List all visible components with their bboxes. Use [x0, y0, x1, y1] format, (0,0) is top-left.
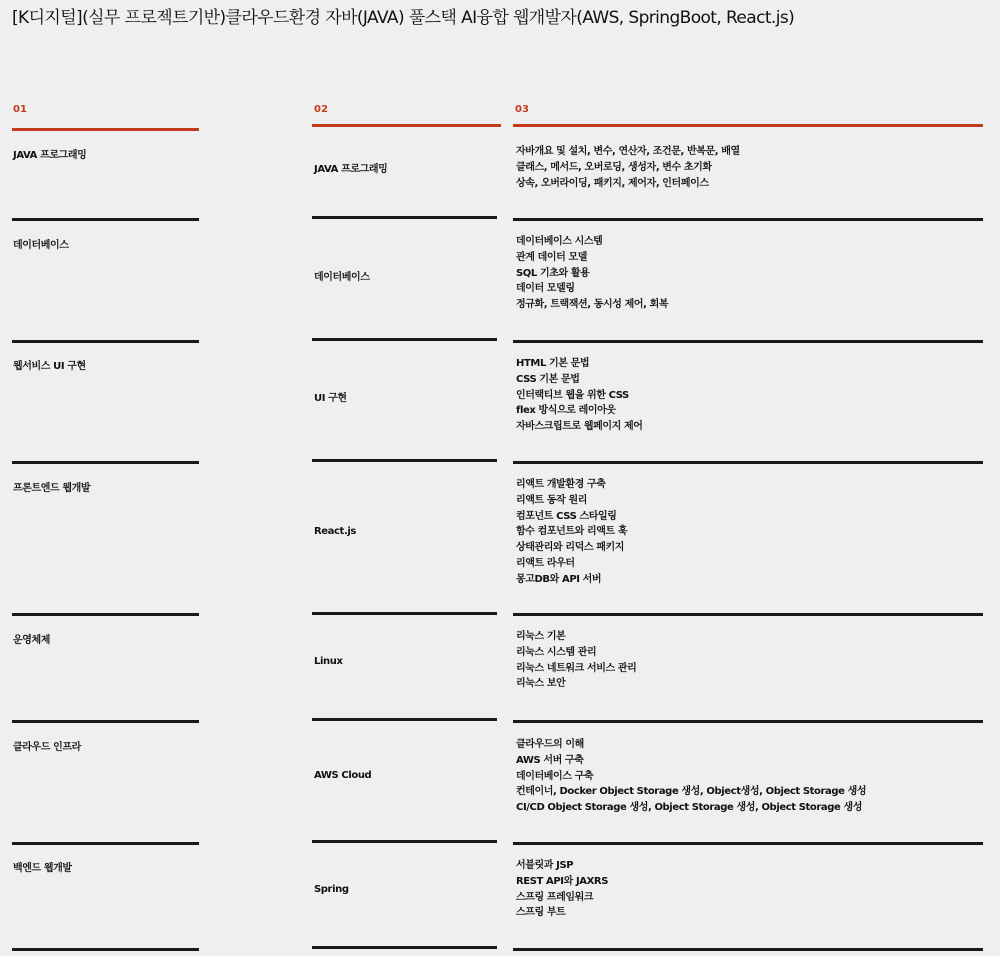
topic-item: 리눅스 시스템 관리	[516, 646, 597, 658]
topic-list	[516, 356, 643, 435]
topic-item: 정규화, 트랙잭션, 동시성 제어, 회복	[516, 299, 669, 311]
row-divider	[12, 613, 199, 616]
category-label: JAVA 프로그래밍	[13, 150, 87, 161]
topic-item: HTML 기본 문법	[516, 358, 590, 369]
topic-item: 서블릿과 JSP	[516, 860, 574, 871]
topic-item: CI/CD Object Storage 생성, Object Storage 생성, Object Storage 생성	[516, 802, 862, 814]
category-label: 클라우드 인프라	[13, 742, 81, 753]
row-divider	[12, 948, 199, 951]
topic-item: 데이터베이스 시스템	[516, 236, 603, 247]
column-header-1: 01	[13, 104, 27, 115]
topic-item: 상속, 오버라이딩, 패키지, 제어자, 인터페이스	[516, 177, 709, 189]
subject-label: AWS Cloud	[314, 770, 372, 781]
topic-item: 함수 컴포넌트와 리액트 훅	[516, 526, 628, 538]
topic-item: 몽고DB와 API 서버	[516, 573, 602, 585]
topic-item: 스프링 프레임워크	[516, 891, 594, 903]
row-divider	[312, 216, 497, 219]
row-divider	[513, 461, 983, 464]
topic-item: 자바개요 및 설치, 변수, 연산자, 조건문, 반복문, 배열	[516, 146, 740, 157]
category-label: 데이터베이스	[13, 240, 69, 251]
topic-item: SQL 기초와 활용	[516, 267, 590, 279]
topic-list	[516, 629, 636, 692]
row-divider	[513, 948, 983, 951]
row-divider	[513, 613, 983, 616]
subject-label: UI 구현	[314, 393, 347, 404]
topic-item: 리액트 동작 원리	[516, 494, 587, 506]
topic-item: 자바스크립트로 웹페이지 제어	[516, 421, 643, 433]
row-divider	[312, 840, 497, 843]
row-divider	[312, 946, 497, 949]
row-divider	[312, 338, 497, 341]
topic-list	[516, 477, 627, 588]
topic-item: 상태관리와 리덕스 패키지	[516, 542, 625, 554]
topic-item: 리눅스 네트워크 서비스 관리	[516, 662, 637, 674]
topic-item: 클래스, 메서드, 오버로딩, 생성자, 변수 초기화	[516, 161, 712, 173]
subject-label: Linux	[314, 656, 343, 667]
subject-label: React.js	[314, 526, 356, 537]
row-divider	[12, 842, 199, 845]
topic-item: 데이터베이스 구축	[516, 770, 594, 782]
subject-label: JAVA 프로그래밍	[314, 164, 388, 175]
subject-label: Spring	[314, 884, 349, 895]
topic-item: AWS 서버 구축	[516, 754, 584, 766]
row-divider	[513, 842, 983, 845]
row-divider	[12, 461, 199, 464]
row-divider	[513, 218, 983, 221]
row-divider	[513, 720, 983, 723]
column-3-header-rule	[513, 124, 983, 127]
row-divider	[312, 459, 497, 462]
topic-item: 클라우드의 이해	[516, 739, 584, 750]
row-divider	[513, 340, 983, 343]
topic-item: 리액트 라우터	[516, 557, 575, 569]
topic-item: 인터랙티브 웹을 위한 CSS	[516, 389, 629, 401]
topic-item: 관계 데이터 모델	[516, 251, 587, 263]
topic-item: 리눅스 보안	[516, 678, 566, 690]
topic-item: 컨테이너, Docker Object Storage 생성, Object생성, Object Storage 생성	[516, 786, 867, 798]
topic-item: 리액트 개발환경 구축	[516, 479, 606, 490]
topic-item: REST API와 JAXRS	[516, 875, 609, 887]
row-divider	[312, 612, 497, 615]
row-divider	[12, 340, 199, 343]
subject-label: 데이터베이스	[314, 272, 370, 283]
row-divider	[12, 218, 199, 221]
column-1-header-rule	[12, 128, 199, 131]
topic-item: flex 방식으로 레이아웃	[516, 405, 616, 417]
column-header-2: 02	[314, 104, 328, 115]
row-divider	[312, 718, 497, 721]
topic-item: 데이터 모델링	[516, 283, 575, 295]
page-title: [K디지털](실무 프로젝트기반)클라우드환경 자바(JAVA) 풀스택 AI융합 웹개발자(AWS, SpringBoot, React.js)	[12, 8, 795, 28]
column-2-header-rule	[312, 124, 501, 127]
category-label: 백엔드 웹개발	[13, 863, 72, 874]
topic-list	[516, 737, 866, 816]
topic-item: 리눅스 기본	[516, 631, 566, 642]
topic-item: CSS 기본 문법	[516, 373, 580, 385]
topic-item: 스프링 부트	[516, 907, 566, 919]
row-divider	[12, 720, 199, 723]
category-label: 운영체제	[13, 635, 51, 646]
topic-list	[516, 234, 668, 313]
category-label: 웹서비스 UI 구현	[13, 361, 86, 372]
topic-list	[516, 858, 608, 921]
topic-list	[516, 144, 740, 191]
column-header-3: 03	[515, 104, 529, 115]
topic-item: 컴포넌트 CSS 스타일링	[516, 510, 617, 522]
category-label: 프론트엔드 웹개발	[13, 483, 91, 494]
